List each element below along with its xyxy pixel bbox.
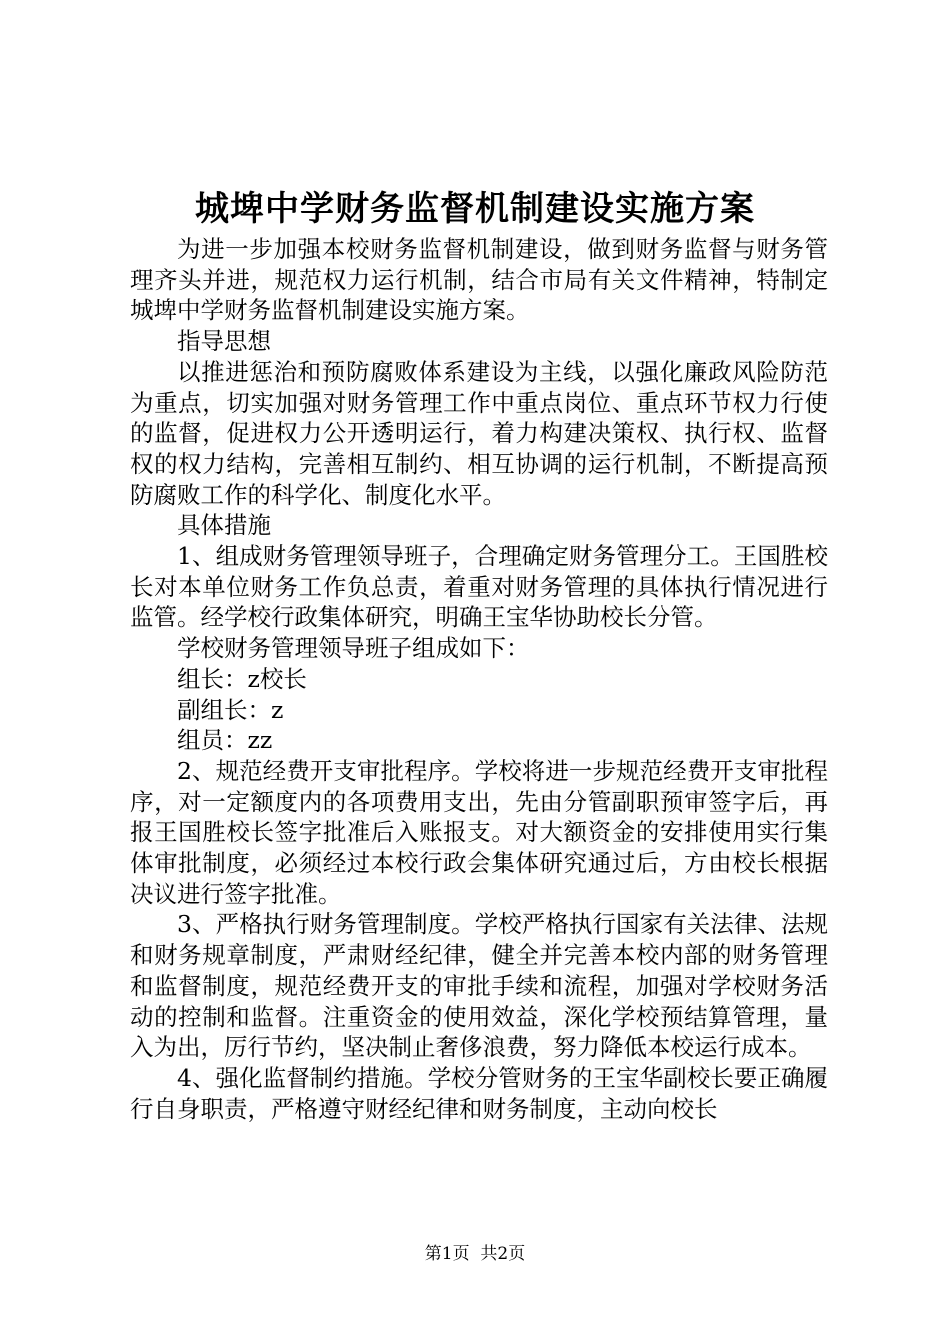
page-number: 第1页 xyxy=(424,1244,470,1264)
measure-2-paragraph: 2、规范经费开支审批程序。学校将进一步规范经费开支审批程序，对一定额度内的各项费用支出，先由分管副职预审签字后，再报王国胜校长签字批准后入账报支。对大额资金的安排使用实行集体审批制度，必须经过本校行政会集体研究通过后，方由校长根据决议进行签字批准。 xyxy=(130,756,828,908)
measure-3-paragraph: 3、严格执行财务管理制度。学校严格执行国家有关法律、法规和财务规章制度，严肃财经纪律，健全并完善本校内部的财务管理和监督制度，规范经费开支的审批手续和流程，加强对学校财务活动的控制和监督。注重资金的使用效益，深化学校预结算管理，量入为出，厉行节约，坚决制止奢侈浪费，努力降低本校运行成本。 xyxy=(130,910,828,1062)
leader-line: 组长：z校长 xyxy=(177,664,307,693)
guiding-ideology-paragraph: 以推进惩治和预防腐败体系建设为主线，以强化廉政风险防范为重点，切实加强对财务管理工作中重点岗位、重点环节权力行使的监督，促进权力公开透明运行，着力构建决策权、执行权、监督权的权力结构，完善相互制约、相互协调的运行机制，不断提高预防腐败工作的科学化、制度化水平。 xyxy=(130,357,828,509)
measure-1-paragraph: 1、组成财务管理领导班子，合理确定财务管理分工。王国胜校长对本单位财务工作负总责，着重对财务管理的具体执行情况进行监管。经学校行政集体研究，明确王宝华协助校长分管。 xyxy=(130,542,828,632)
section-heading-measures: 具体措施 xyxy=(177,511,271,540)
measure-4-paragraph: 4、强化监督制约措施。学校分管财务的王宝华副校长要正确履行自身职责，严格遵守财经纪律和财务制度，主动向校长 xyxy=(130,1063,828,1123)
page-total: 共2页 xyxy=(480,1244,526,1264)
members-line: 组员：zz xyxy=(177,726,273,755)
intro-paragraph: 为进一步加强本校财务监督机制建设，做到财务监督与财务管理齐头并进，规范权力运行机制，结合市局有关文件精神，特制定城埤中学财务监督机制建设实施方案。 xyxy=(130,235,828,325)
document-body xyxy=(130,234,828,1124)
page-footer xyxy=(0,1243,950,1265)
document-title: 城埤中学财务监督机制建设实施方案 xyxy=(195,189,755,229)
section-heading-guiding-ideology: 指导思想 xyxy=(177,327,271,356)
leadership-intro-line: 学校财务管理领导班子组成如下： xyxy=(177,634,530,663)
deputy-leader-line: 副组长：z xyxy=(177,695,284,724)
